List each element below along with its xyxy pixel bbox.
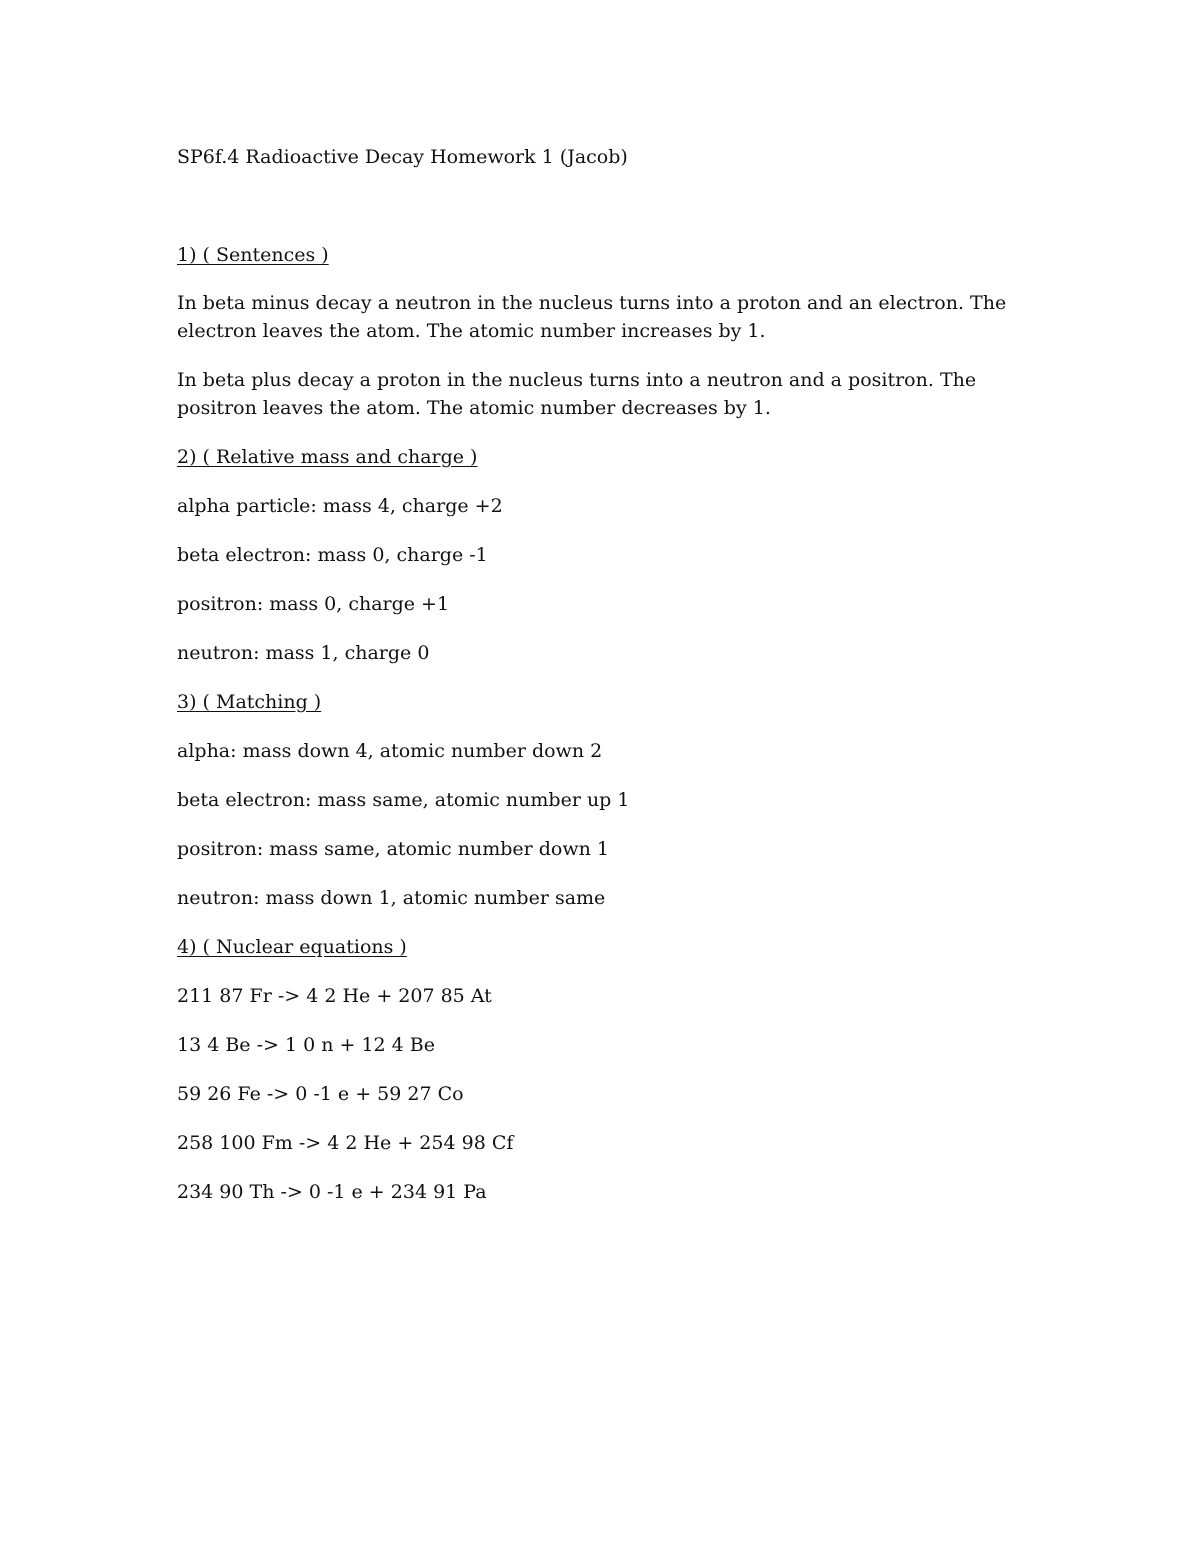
list-item: beta electron: mass 0, charge -1 (177, 544, 488, 566)
equation-line: 211 87 Fr -> 4 2 He + 207 85 At (177, 985, 492, 1007)
equation-line: 59 26 Fe -> 0 -1 e + 59 27 Co (177, 1083, 464, 1105)
list-item: alpha particle: mass 4, charge +2 (177, 495, 503, 517)
list-item: neutron: mass 1, charge 0 (177, 642, 430, 664)
equation-line: 234 90 Th -> 0 -1 e + 234 91 Pa (177, 1181, 487, 1203)
list-item: alpha: mass down 4, atomic number down 2 (177, 740, 603, 762)
list-item: neutron: mass down 1, atomic number same (177, 887, 606, 909)
paragraph-beta-plus: In beta plus decay a proton in the nucleus turns into a neutron and a positron. The positron leaves the atom. The atomic number decreases by 1. (177, 369, 977, 419)
section-heading-relative-mass-charge: 2) ( Relative mass and charge ) (177, 446, 478, 468)
section-heading-matching: 3) ( Matching ) (177, 691, 322, 713)
document-title: SP6f.4 Radioactive Decay Homework 1 (Jacob) (177, 146, 628, 168)
list-item: positron: mass same, atomic number down 1 (177, 838, 609, 860)
equation-line: 13 4 Be -> 1 0 n + 12 4 Be (177, 1034, 436, 1056)
section-heading-nuclear-equations: 4) ( Nuclear equations ) (177, 936, 407, 958)
equation-line: 258 100 Fm -> 4 2 He + 254 98 Cf (177, 1132, 514, 1154)
section-heading-sentences: 1) ( Sentences ) (177, 244, 329, 266)
list-item: positron: mass 0, charge +1 (177, 593, 450, 615)
paragraph-beta-minus: In beta minus decay a neutron in the nucleus turns into a proton and an electron. The electron leaves the atom. The atomic number increases by 1. (177, 292, 1007, 342)
list-item: beta electron: mass same, atomic number up 1 (177, 789, 630, 811)
document-body (177, 143, 1037, 1227)
